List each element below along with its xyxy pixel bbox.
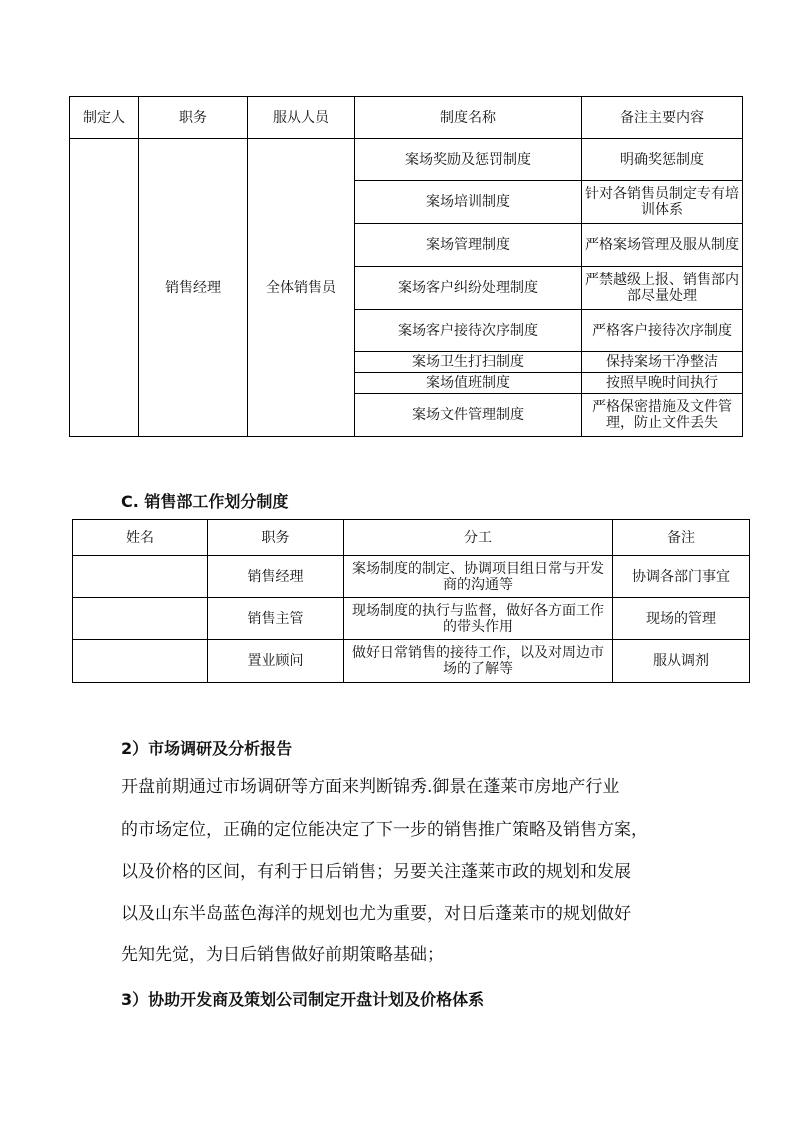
note-cell: 协调各部门事宜 (613, 556, 750, 598)
table-row (73, 640, 750, 683)
role-cell: 置业顾问 (208, 640, 344, 683)
header-cell: 备注 (613, 520, 750, 556)
name-cell (73, 640, 208, 683)
table-row (70, 139, 743, 181)
paragraph-line: 以及山东半岛蓝色海洋的规划也尤为重要，对日后蓬莱市的规划做好 (121, 904, 631, 924)
paragraph-line: 的市场定位，正确的定位能决定了下一步的销售推广策略及销售方案， (121, 820, 648, 840)
paragraph-line: 以及价格的区间，有利于日后销售；另要关注蓬莱市政的规划和发展 (121, 862, 631, 882)
system-table (69, 96, 743, 437)
section-2-title: 2）市场调研及分析报告 (121, 739, 293, 758)
role-cell: 销售主管 (208, 598, 344, 640)
table-header-row (73, 520, 750, 556)
note-cell: 服从调剂 (613, 640, 750, 683)
system-name-cell: 案场管理制度 (355, 224, 582, 267)
name-cell (73, 598, 208, 640)
system-name-cell: 案场文件管理制度 (355, 394, 582, 437)
system-name-cell: 案场客户纠纷处理制度 (355, 267, 582, 310)
paragraph-line: 开盘前期通过市场调研等方面来判断锦秀.御景在蓬莱市房地产行业 (121, 777, 620, 797)
duty-cell: 做好日常销售的接待工作，以及对周边市场的了解等 (344, 640, 613, 683)
duty-cell: 现场制度的执行与监督，做好各方面工作的带头作用 (344, 598, 613, 640)
note-cell: 按照早晚时间执行 (582, 373, 743, 394)
system-name-cell: 案场培训制度 (355, 181, 582, 224)
followers-cell: 全体销售员 (248, 139, 355, 437)
section-3-title: 3）协助开发商及策划公司制定开盘计划及价格体系 (121, 990, 485, 1009)
section-c-title: C. 销售部工作划分制度 (121, 492, 289, 511)
role-cell: 销售经理 (208, 556, 344, 598)
note-cell: 针对各销售员制定专有培训体系 (582, 181, 743, 224)
header-cell: 分工 (344, 520, 613, 556)
system-name-cell: 案场客户接待次序制度 (355, 310, 582, 352)
note-cell: 严格案场管理及服从制度 (582, 224, 743, 267)
header-cell: 职务 (139, 97, 248, 139)
duty-cell: 案场制度的制定、协调项目组日常与开发商的沟通等 (344, 556, 613, 598)
header-cell: 备注主要内容 (582, 97, 743, 139)
system-name-cell: 案场卫生打扫制度 (355, 352, 582, 373)
role-cell: 销售经理 (139, 139, 248, 437)
note-cell: 明确奖惩制度 (582, 139, 743, 181)
system-name-cell: 案场奖励及惩罚制度 (355, 139, 582, 181)
name-cell (73, 556, 208, 598)
table-header-row (70, 97, 743, 139)
paragraph-line: 先知先觉，为日后销售做好前期策略基础； (121, 945, 444, 965)
note-cell: 现场的管理 (613, 598, 750, 640)
note-cell: 严禁越级上报、销售部内部尽量处理 (582, 267, 743, 310)
note-cell: 严格保密措施及文件管理，防止文件丢失 (582, 394, 743, 437)
header-cell: 职务 (208, 520, 344, 556)
header-cell: 姓名 (73, 520, 208, 556)
header-cell: 制定人 (70, 97, 139, 139)
table-row (73, 556, 750, 598)
division-table (72, 519, 750, 683)
header-cell: 服从人员 (248, 97, 355, 139)
note-cell: 严格客户接待次序制度 (582, 310, 743, 352)
header-cell: 制度名称 (355, 97, 582, 139)
author-cell (70, 139, 139, 437)
system-name-cell: 案场值班制度 (355, 373, 582, 394)
note-cell: 保持案场干净整洁 (582, 352, 743, 373)
table-row (73, 598, 750, 640)
